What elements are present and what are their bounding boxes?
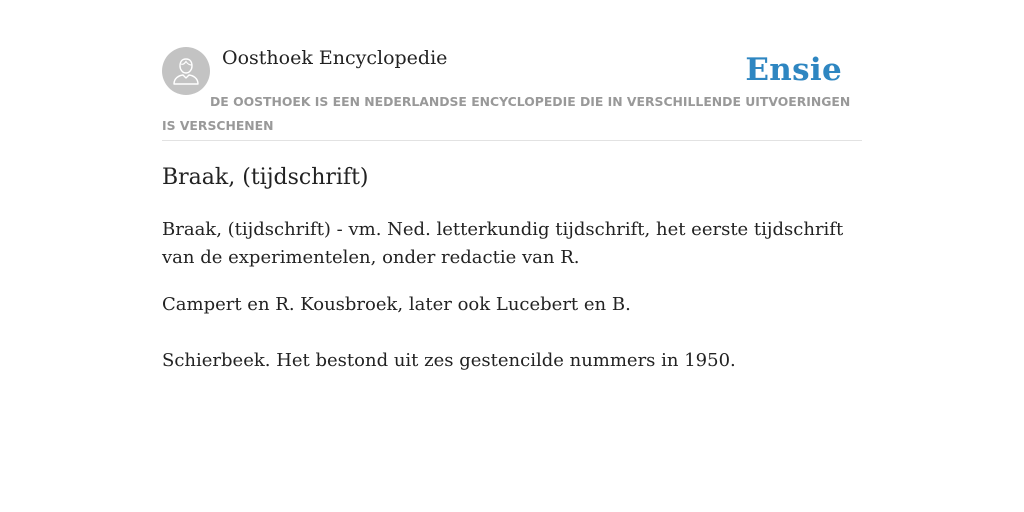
user-avatar-icon [172,56,200,86]
article-paragraph: Braak, (tijdschrift) - vm. Ned. letterkundig tijdschrift, het eerste tijdschrift van de experimentelen, onder redactie van R. [162,219,844,268]
brand-logo[interactable]: Ensie [745,52,842,88]
site-title[interactable]: Oosthoek Encyclopedie [222,47,448,69]
article-paragraph: Schierbeek. Het bestond uit zes gestencilde nummers in 1950. [162,350,736,371]
avatar[interactable] [162,47,210,95]
site-tagline: DE OOSTHOEK IS EEN NEDERLANDSE ENCYCLOPEDIE DIE IN VERSCHILLENDE UITVOERINGEN IS VERSCHENEN [162,94,851,133]
article-paragraph: Campert en R. Kousbroek, later ook Lucebert en B. [162,294,631,315]
site-header [162,46,862,141]
page-title: Braak, (tijdschrift) [162,165,369,190]
